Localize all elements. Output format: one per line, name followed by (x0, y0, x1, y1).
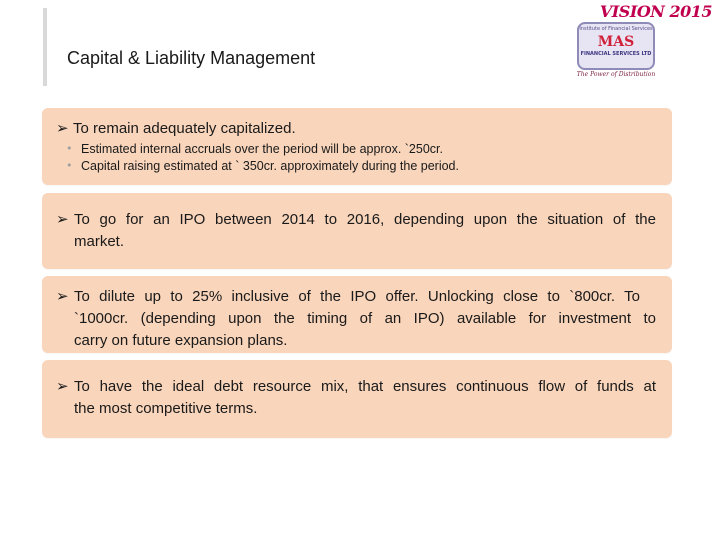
title-accent-bar (43, 8, 47, 86)
sub-point-text: Capital raising estimated at ` 350cr. approximately during the period. (81, 159, 459, 173)
bullet-dot-icon: • (66, 159, 73, 172)
page-title: Capital & Liability Management (67, 48, 316, 68)
point-text: To remain adequately capitalized. (73, 120, 296, 137)
logo-ring-text: Institute of Financial Services (579, 26, 653, 32)
point-text: To go for an IPO between 2014 to 2016, depending upon the situation of the (74, 211, 656, 228)
bullet-dot-icon: • (66, 142, 73, 155)
arrow-bullet-icon: ➢ (56, 119, 69, 137)
point-text: To dilute up to 25% inclusive of the IPO offer. Unlocking close to `800cr. To (74, 288, 640, 305)
logo-emblem (577, 22, 655, 70)
company-logo (571, 22, 661, 80)
point-text: `1000cr. (depending upon the timing of an IPO) available for investment to (74, 310, 656, 327)
arrow-bullet-icon: ➢ (56, 210, 69, 228)
arrow-bullet-icon: ➢ (56, 287, 69, 305)
point-text-line (74, 209, 656, 230)
point-text: To have the ideal debt resource mix, that ensures continuous flow of funds at (74, 378, 656, 395)
point-box-ipo (42, 193, 672, 269)
arrow-bullet-icon: ➢ (56, 377, 69, 395)
logo-mark: MAS (597, 34, 635, 50)
logo-tagline: The Power of Distribution (576, 71, 656, 78)
logo-subline: FINANCIAL SERVICES LTD (580, 51, 652, 57)
sub-point-text: Estimated internal accruals over the period will be approx. `250cr. (81, 142, 443, 156)
brand-title: VISION 2015 (599, 2, 712, 21)
point-text: the most competitive terms. (74, 400, 258, 417)
point-text: market. (74, 233, 125, 250)
point-text: carry on future expansion plans. (74, 332, 288, 349)
